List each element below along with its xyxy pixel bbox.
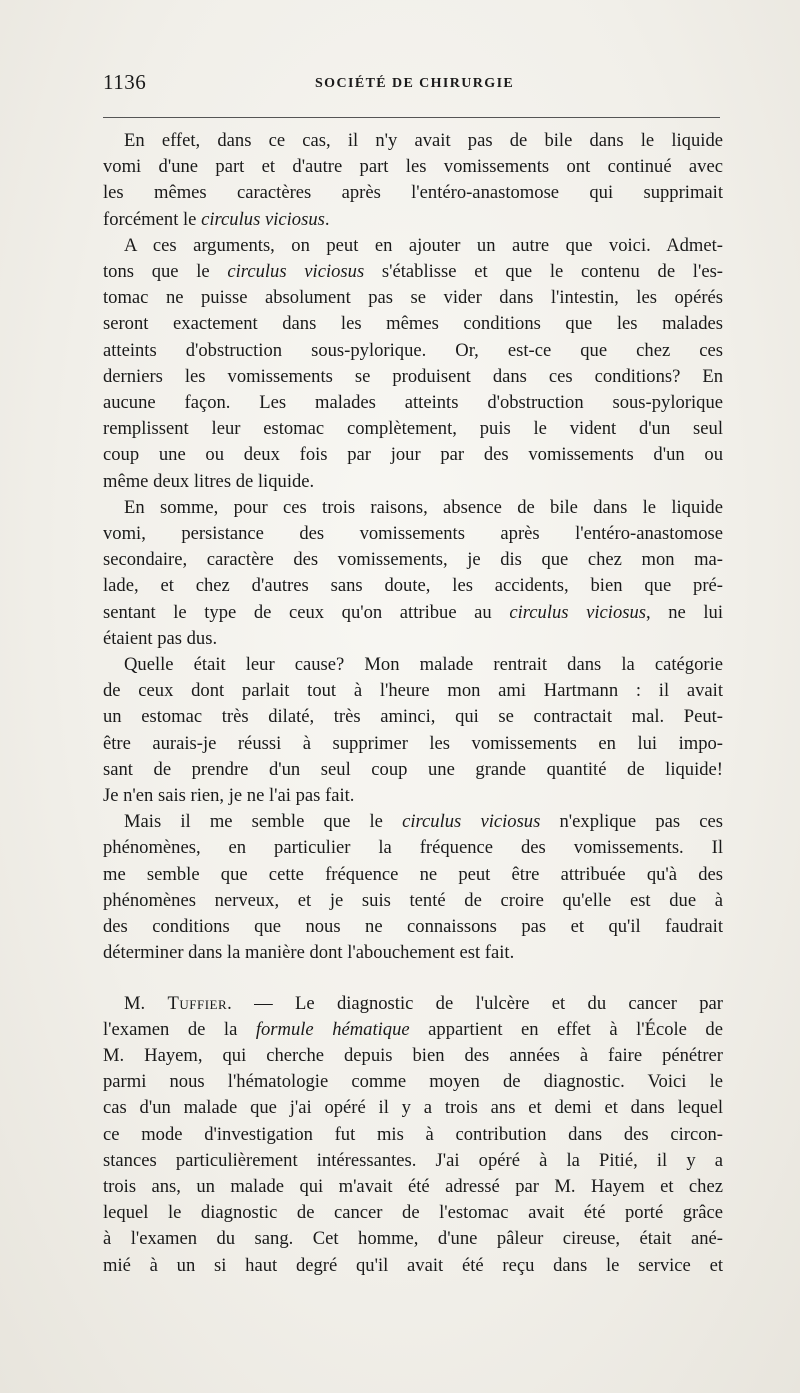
text-line: seront exactement dans les mêmes conditions que les malades [103, 313, 723, 335]
text-line: vomi d'une part et d'autre part les vomissements ont continué avec [103, 156, 723, 178]
text-line: remplissent leur estomac complètement, puis le vident d'un seul [103, 418, 723, 440]
text-line: tomac ne puisse absolument pas se vider dans l'intestin, les opérés [103, 287, 723, 309]
text-line: même deux litres de liquide. [103, 470, 315, 492]
paragraph [103, 233, 723, 495]
paragraph [103, 809, 723, 966]
header-rule [103, 117, 720, 118]
text-line: des conditions que nous ne connaissons pas et qu'il faudrait [103, 916, 723, 938]
text-line: trois ans, un malade qui m'avait été adressé par M. Hayem et chez [103, 1175, 723, 1197]
text-line: En effet, dans ce cas, il n'y avait pas de bile dans le liquide [124, 130, 723, 151]
text-line: En somme, pour ces trois raisons, absence de bile dans le liquide [124, 496, 723, 518]
paragraph [103, 991, 723, 1279]
text-line: forcément le circulus viciosus. [103, 208, 330, 230]
text-line: sentant le type de ceux qu'on attribue au circulus viciosus, ne lui [103, 601, 724, 623]
text-line: stances particulièrement intéressantes. J'ai opéré à la Pitié, il y a [103, 1149, 723, 1171]
text-line: lequel le diagnostic de cancer de l'estomac avait été porté grâce [103, 1202, 723, 1224]
text-line: tons que le circulus viciosus s'établisse et que le contenu de l'es- [103, 261, 724, 283]
page-number: 1136 [103, 70, 147, 94]
text-line: phénomènes nerveux, et je suis tenté de croire qu'elle est due à [103, 889, 723, 911]
text-line: l'examen de la formule hématique appartient en effet à l'École de [103, 1018, 723, 1040]
text-line: mié à un si haut degré qu'il avait été reçu dans le service et [103, 1254, 723, 1276]
text-line: me semble que cette fréquence ne peut être attribuée qu'à des [103, 863, 723, 885]
text-line: Quelle était leur cause? Mon malade rentrait dans la catégorie [124, 654, 723, 676]
text-line: phénomènes, en particulier la fréquence des vomissements. Il [103, 837, 723, 859]
text-line: de ceux dont parlait tout à l'heure mon ami Hartmann : il avait [103, 680, 723, 702]
text-line: coup une ou deux fois par jour par des vomissements d'un ou [103, 444, 723, 466]
text-line: étaient pas dus. [103, 627, 218, 649]
text-line: lade, et chez d'autres sans doute, les accidents, bien que pré- [103, 575, 723, 597]
paragraph [103, 128, 723, 233]
text-line: M. Hayem, qui cherche depuis bien des années à faire pénétrer [103, 1044, 723, 1066]
text-line: déterminer dans la manière dont l'abouchement est fait. [103, 942, 515, 964]
text-line: M. Tuffier. — Le diagnostic de l'ulcère et du cancer par [124, 992, 723, 1014]
text-line: parmi nous l'hématologie comme moyen de diagnostic. Voici le [103, 1071, 723, 1093]
text-line: vomi, persistance des vomissements après l'entéro-anastomose [103, 523, 723, 545]
text-line: être aurais-je réussi à supprimer les vomissements en lui impo- [103, 732, 723, 754]
text-line: un estomac très dilaté, très aminci, qui se contractait mal. Peut- [103, 706, 723, 728]
body-text [103, 128, 723, 1279]
paragraph [103, 495, 723, 652]
text-line: à l'examen du sang. Cet homme, d'une pâleur cireuse, était ané- [103, 1228, 723, 1250]
text-line: cas d'un malade que j'ai opéré il y a trois ans et demi et dans lequel [103, 1097, 723, 1119]
page-header [103, 66, 720, 100]
text-line: secondaire, caractère des vomissements, je dis que chez mon ma- [103, 549, 723, 571]
paragraph [103, 652, 723, 809]
text-line: les mêmes caractères après l'entéro-anastomose qui supprimait [103, 182, 723, 204]
text-line: Mais il me semble que le circulus viciosus n'explique pas ces [124, 811, 724, 833]
text-line: atteints d'obstruction sous-pylorique. Or, est-ce que chez ces [103, 339, 723, 361]
text-line: A ces arguments, on peut en ajouter un autre que voici. Admet- [124, 234, 723, 256]
text-line: ce mode d'investigation fut mis à contribution dans des circon- [103, 1123, 723, 1145]
text-line: aucune façon. Les malades atteints d'obstruction sous-pylorique [103, 392, 723, 414]
running-title: SOCIÉTÉ DE CHIRURGIE [315, 76, 515, 91]
text-line: sant de prendre d'un seul coup une grande quantité de liquide! [103, 758, 723, 780]
text-line: derniers les vomissements se produisent dans ces conditions? En [103, 365, 723, 387]
paragraph-gap [103, 967, 723, 991]
text-line: Je n'en sais rien, je ne l'ai pas fait. [103, 785, 355, 807]
